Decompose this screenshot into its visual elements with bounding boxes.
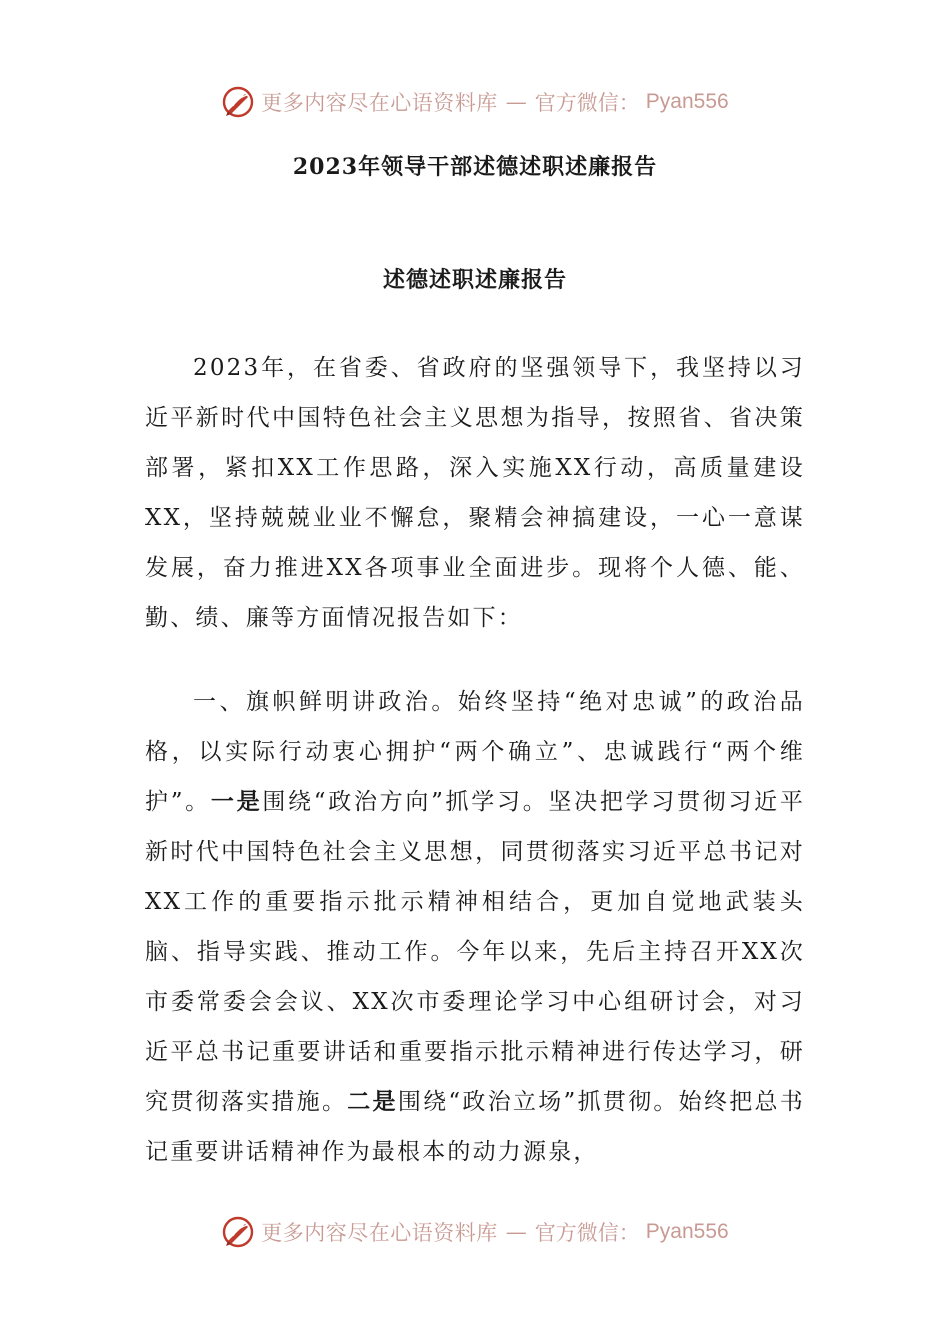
footer-banner (0, 1212, 950, 1252)
header-banner (0, 82, 950, 122)
bold-marker-first: 一是 (210, 788, 263, 815)
banner-separator: — (505, 1220, 527, 1244)
paragraph-text: 一、旗帜鲜明讲政治。始终坚持“绝对忠诚”的政治品格，以实际行动衷心拥护“两个确立”、忠诚践行“两个维护”。 (145, 689, 805, 815)
document-subtitle: 述德述职述廉报告 (382, 267, 567, 293)
banner-wechat-id: Pyan556 (645, 90, 729, 113)
paragraph-text: 围绕“政治方向”抓学习。坚决把学习贯彻习近平新时代中国特色社会主义思想，同贯彻落实习近平总书记对XX工作的重要指示批示精神相结合，更加自觉地武装头脑、指导实践、推动工作。今年以来，先后主持召开XX次市委常委会会议、XX次市委理论学习中心组研讨会，对习近平总书记重要讲话和重要指示批示精神进行传达学习，研究贯彻落实措施。 (145, 789, 806, 1115)
pen-logo-icon (221, 1215, 255, 1249)
banner-wechat-label: 官方微信： (534, 1221, 640, 1245)
paragraph-section-one (145, 677, 805, 1177)
banner-separator: — (505, 90, 527, 114)
pen-logo-icon (221, 85, 255, 119)
banner-text: 更多内容尽在心语资料库 (261, 91, 498, 115)
banner-wechat-id: Pyan556 (645, 1220, 729, 1243)
paragraph-text: 围绕“政治立场”抓贯彻。始终把总书记重要讲话精神作为最根本的动力源泉， (145, 1089, 805, 1165)
paragraph-intro: 2023年，在省委、省政府的坚强领导下，我坚持以习近平新时代中国特色社会主义思想为指导，按照省、省决策部署，紧扣XX工作思路，深入实施XX行动，高质量建设XX，坚持兢兢业业不懈怠，聚精会神搞建设，一心一意谋发展，奋力推进XX各项事业全面进步。现将个人德、能、勤、绩、廉等方面情况报告如下： (145, 355, 805, 631)
banner-text: 更多内容尽在心语资料库 (261, 1221, 498, 1245)
bold-marker-second: 二是 (347, 1088, 398, 1115)
document-title: 2023年领导干部述德述职述廉报告 (292, 154, 658, 180)
banner-wechat-label: 官方微信： (534, 91, 640, 115)
